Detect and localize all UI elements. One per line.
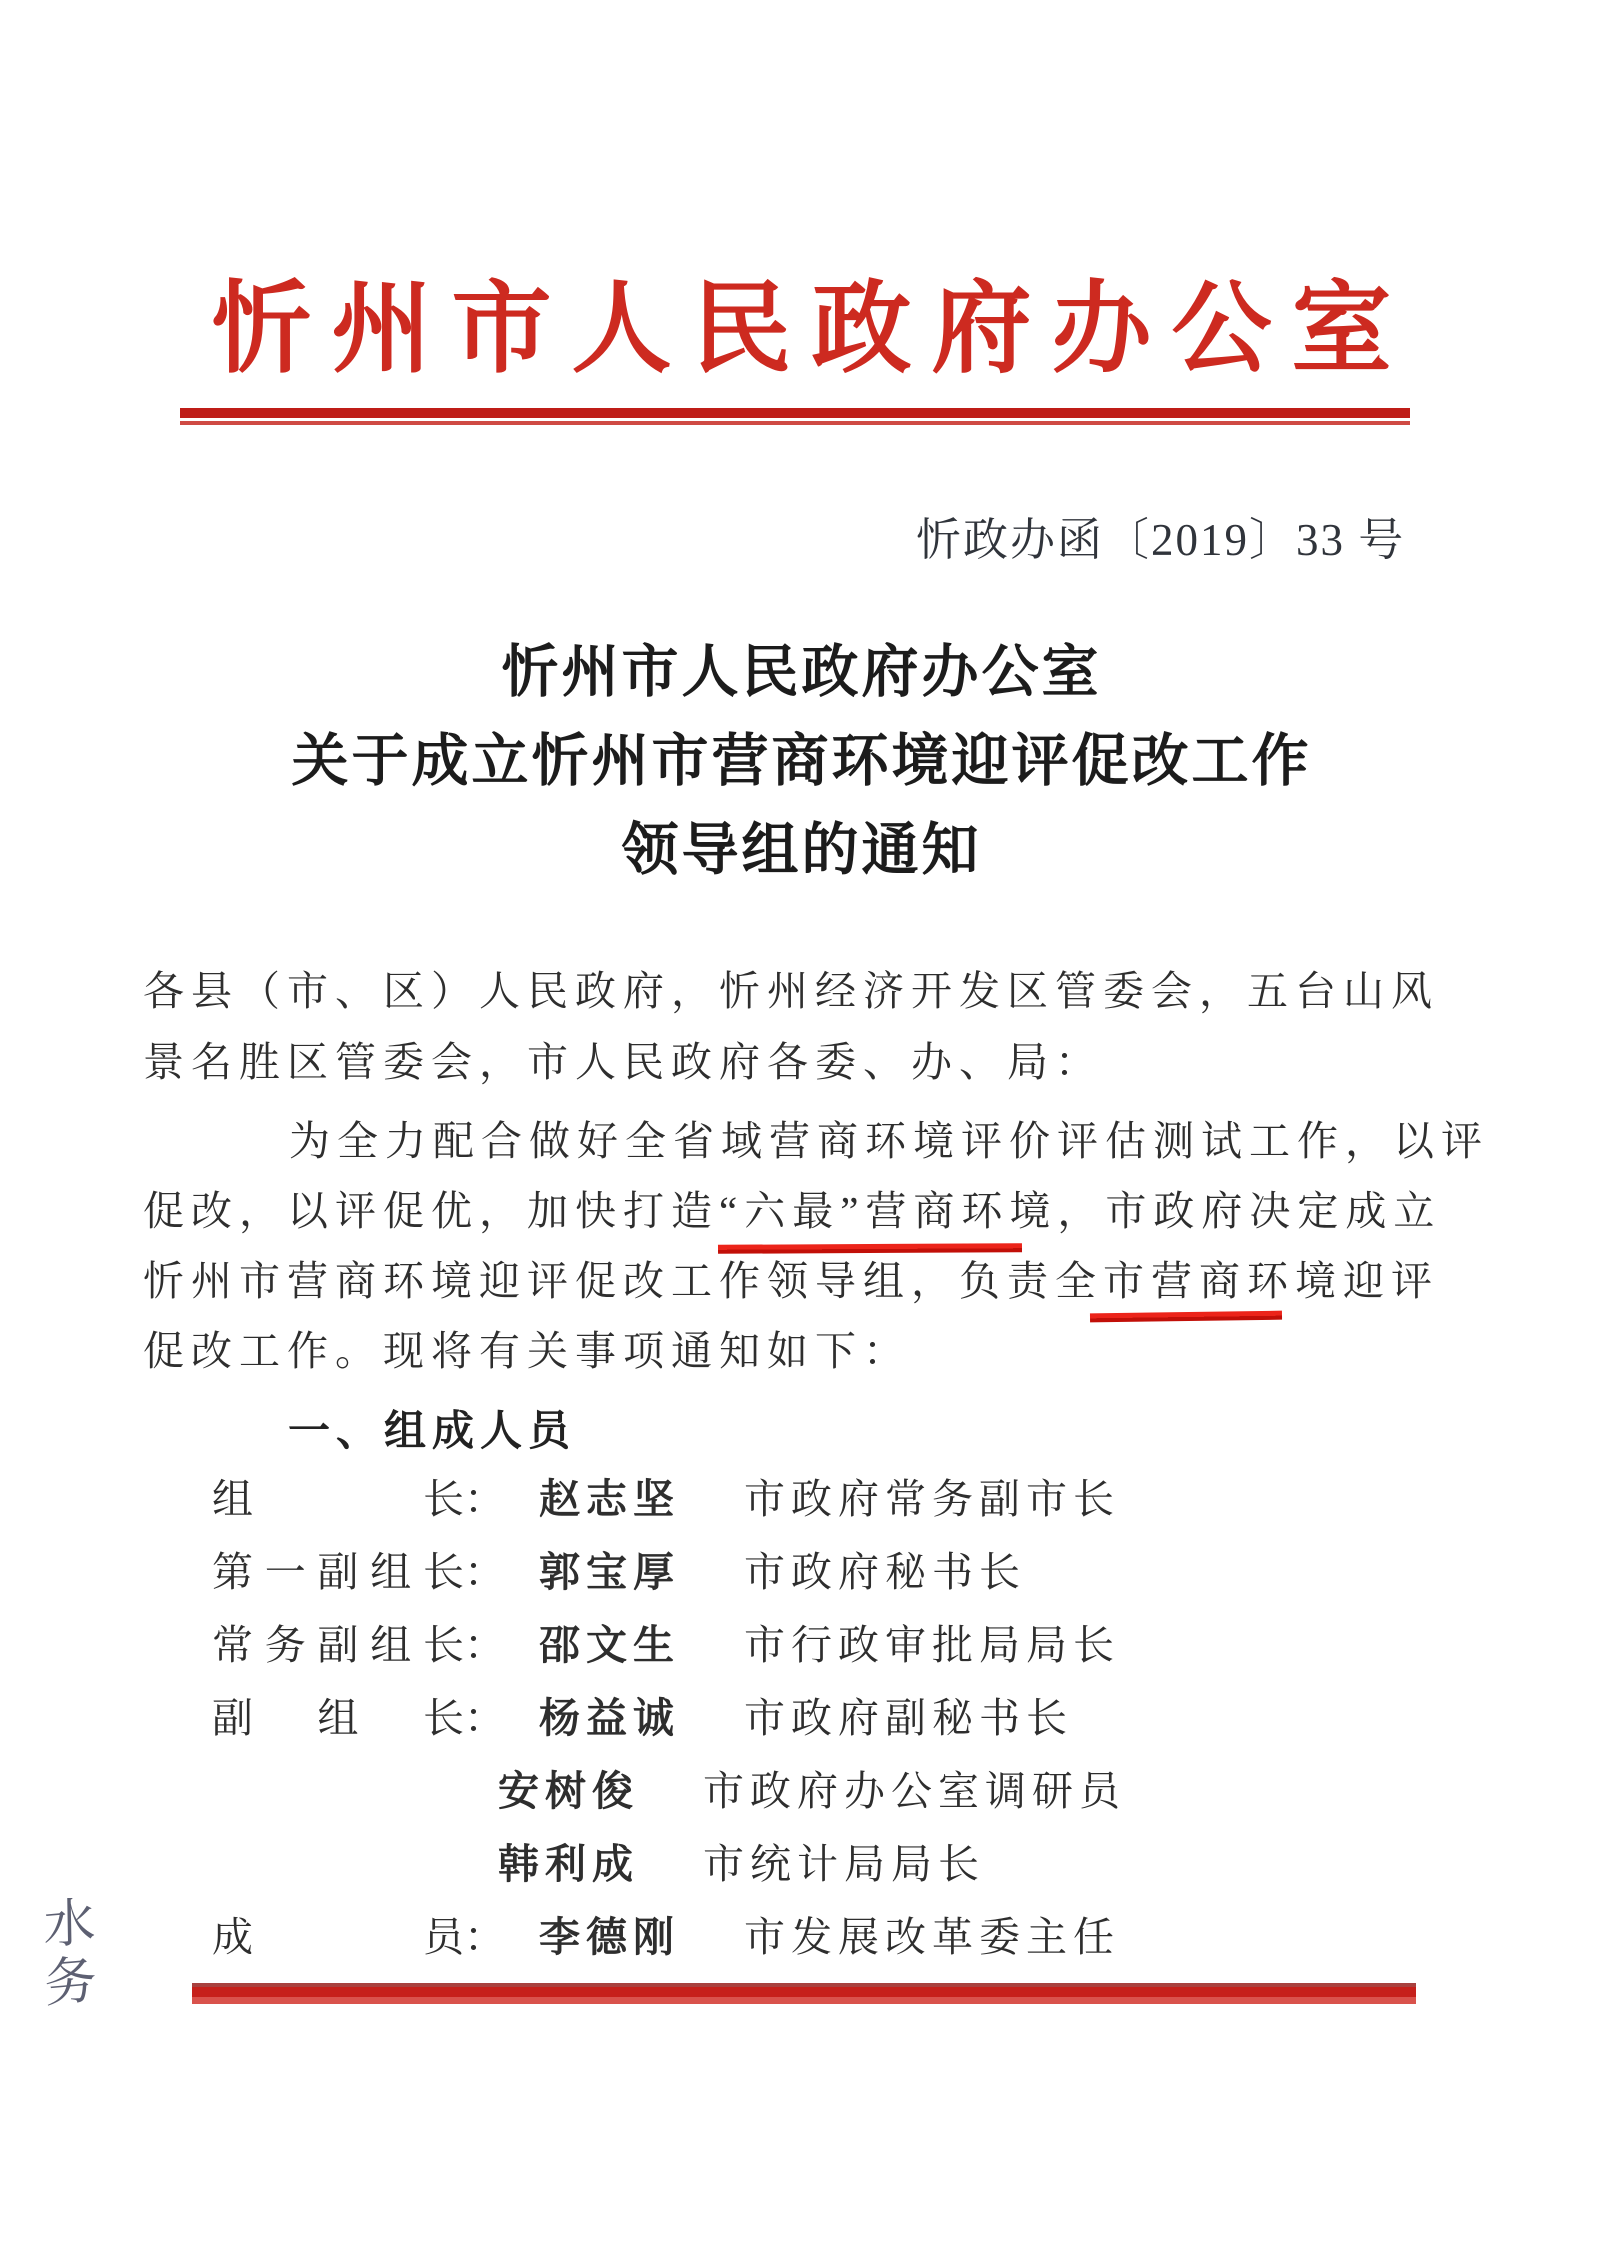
bottom-red-rule (192, 1983, 1416, 2004)
intro-line: 促改，以评促优，加快打造“六最”营商环境，市政府决定成立 (143, 1188, 1442, 1234)
salutation-line: 各县（市、区）人民政府，忻州经济开发区管委会，五台山风 (143, 968, 1439, 1014)
document-number: 忻政办函〔2019〕33 号 (916, 515, 1406, 565)
personnel-row (212, 1609, 1126, 1682)
handwritten-margin-note: 水务 (43, 1894, 97, 2014)
personnel-name: 邵文生 (539, 1622, 680, 1668)
personnel-title: 市行政审批局局长 (744, 1622, 1120, 1668)
personnel-title: 市政府秘书长 (744, 1549, 1026, 1595)
personnel-colon: ： (464, 1695, 505, 1741)
personnel-title: 市发展改革委主任 (744, 1914, 1120, 1960)
personnel-list (212, 1463, 1126, 1974)
personnel-colon: ： (464, 1622, 505, 1668)
letterhead-agency-title: 忻州市人民政府办公室 (211, 274, 1412, 385)
personnel-title: 市政府副秘书长 (744, 1695, 1073, 1741)
personnel-role: 副组长 (212, 1695, 464, 1741)
personnel-title: 市政府办公室调研员 (703, 1768, 1126, 1814)
letterhead-rule-thick (180, 408, 1410, 418)
personnel-row (212, 1682, 1126, 1755)
personnel-colon: ： (464, 1476, 505, 1522)
personnel-name: 赵志坚 (539, 1476, 680, 1522)
personnel-role: 成员 (212, 1914, 464, 1960)
personnel-role: 第一副组长 (212, 1549, 464, 1595)
salutation-line: 景名胜区管委会，市人民政府各委、办、局： (143, 1039, 1103, 1085)
personnel-row (212, 1901, 1126, 1974)
personnel-name: 杨益诚 (539, 1695, 680, 1741)
personnel-name: 郭宝厚 (539, 1549, 680, 1595)
personnel-role: 组长 (212, 1476, 464, 1522)
personnel-title: 市统计局局长 (703, 1841, 985, 1887)
personnel-role: 常务副组长 (212, 1622, 464, 1668)
personnel-colon: ： (464, 1549, 505, 1595)
letterhead-rule-thin (180, 421, 1410, 425)
red-underline-annotation (718, 1243, 1022, 1254)
personnel-row (212, 1536, 1126, 1609)
personnel-row (212, 1755, 1126, 1828)
personnel-row (212, 1828, 1126, 1901)
personnel-name: 韩利成 (498, 1841, 639, 1887)
salutation-paragraph (143, 956, 1439, 1098)
notice-title (0, 628, 1603, 895)
personnel-name: 李德刚 (539, 1914, 680, 1960)
intro-line: 为全力配合做好全省域营商环境评价评估测试工作，以评 (289, 1118, 1489, 1164)
intro-line: 忻州市营商环境迎评促改工作领导组，负责全市营商环境迎评 (143, 1258, 1439, 1304)
personnel-title: 市政府常务副市长 (744, 1476, 1120, 1522)
personnel-name: 安树俊 (498, 1768, 639, 1814)
personnel-colon: ： (464, 1914, 505, 1960)
intro-line: 促改工作。现将有关事项通知如下： (143, 1328, 911, 1374)
notice-title-line-3: 领导组的通知 (621, 819, 982, 882)
section-heading: 一、组成人员 (288, 1407, 577, 1454)
personnel-row (212, 1463, 1126, 1536)
notice-title-line-1: 忻州市人民政府办公室 (501, 641, 1102, 704)
notice-title-line-2: 关于成立忻州市营商环境迎评促改工作 (291, 730, 1312, 793)
